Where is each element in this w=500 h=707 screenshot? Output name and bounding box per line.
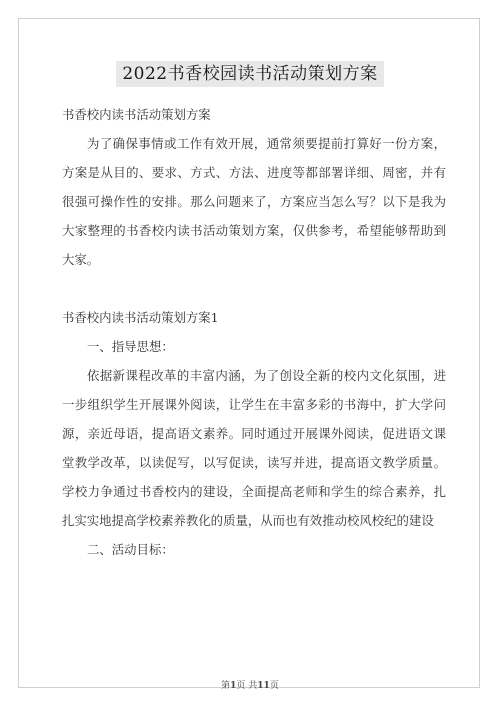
- section-title: 书香校内读书活动策划方案1: [62, 310, 219, 325]
- page-footer: [0, 680, 500, 692]
- page-label-suffix: 页: [269, 681, 279, 691]
- page-label-prefix: 第: [221, 681, 231, 691]
- page-label-mid: 页 共: [236, 681, 258, 691]
- paragraph-spacer: [62, 274, 446, 303]
- document-subtitle: 书香校内读书活动策划方案: [62, 107, 211, 122]
- total-page-count: 11: [257, 681, 270, 691]
- document-title: 2022书香校园读书活动策划方案: [116, 61, 384, 87]
- guiding-thought-paragraph: 依据新课程改革的丰富内涵，为了创设全新的校内文化氛围，进一步组织学生开展课外阅读，让学生在丰富多彩的书海中，扩大学问源，亲近母语，提高语文素养。同时通过开展课外阅读，促进语文课堂教学改革，以读促写，以写促读，读写并进，提高语文教学质量。学校力争通过书香校内的建设，全面提高老师和学生的综合素养，扎扎实实地提高学校素养教化的质量，从而也有效推动校风校纪的建设: [62, 368, 446, 528]
- current-page-number: 1: [230, 681, 237, 691]
- intro-paragraph: 为了确保事情或工作有效开展，通常须要提前打算好一份方案，方案是从目的、要求、方式、方法、进度等都部署详细、周密，并有很强可操作性的安排。那么问题来了，方案应当怎么写？以下是我为大家整理的书香校内读书活动策划方案，仅供参考，希望能够帮助到大家。: [62, 136, 446, 267]
- section-heading-activity-goals: 二、活动目标：: [87, 542, 174, 557]
- document-body: [62, 100, 446, 564]
- section-heading-guiding-thought: 一、指导思想：: [87, 339, 174, 354]
